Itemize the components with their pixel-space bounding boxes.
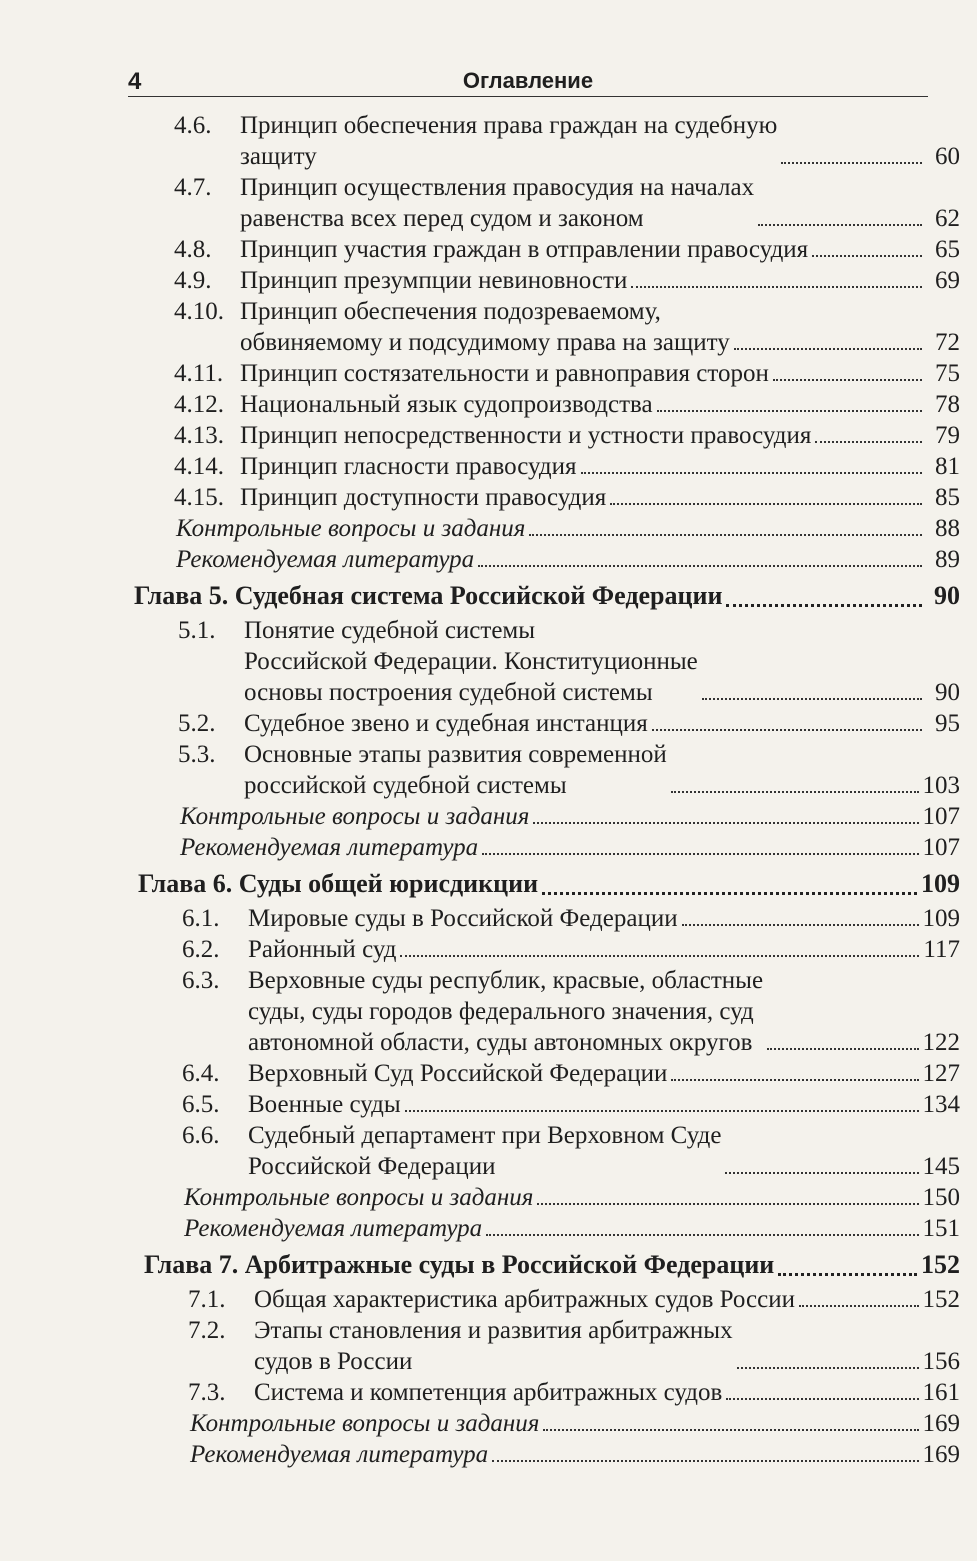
chapter-5-questions [134,801,960,832]
toc-entry [130,110,960,172]
chapter-title: Глава 5. Судебная система Российской Федерации [134,581,723,610]
chapter-6-items [138,903,960,1182]
table-of-contents [130,110,960,1470]
page-header [128,66,928,97]
leader-dots [542,892,917,895]
leader-dots [581,472,922,474]
leader-dots [478,565,922,567]
section-title [244,708,648,739]
leader-dots [726,604,922,607]
page-ref: 79 [935,422,960,449]
toc-entry [130,420,960,451]
leader-dots [631,286,922,288]
toc-entry [144,1315,960,1377]
section-title [240,172,754,234]
page-ref: 90 [935,679,960,706]
leader-dots [702,698,922,700]
section-title [254,1284,795,1315]
title-line: Понятие судебной системы [244,617,536,644]
page-ref: 156 [922,1348,960,1375]
toc-entry [138,1089,960,1120]
page-ref: 169 [922,1410,960,1437]
title-line: Принцип участия граждан в отправлении правосудия [240,236,809,263]
section-number: 4.6. [174,112,212,139]
section-title [254,1315,733,1377]
section-number: 4.10. [174,298,224,325]
leader-dots [543,1429,918,1431]
leader-dots [492,1460,918,1462]
page-ref: 127 [922,1060,960,1087]
page-ref: 169 [922,1441,960,1468]
page-ref: 107 [922,803,960,830]
section-title [240,389,653,420]
title-line: Российской Федерации. Конституционные [244,648,698,675]
entry-label: Контрольные вопросы и задания [184,1184,534,1211]
section-title [248,903,678,934]
toc-entry [130,265,960,296]
toc-entry [134,708,960,739]
chapter-7-items [144,1284,960,1408]
title-line: Принцип непосредственности и устности правосудия [240,422,812,449]
title-line: Национальный язык судопроизводства [240,391,653,418]
section-number: 4.14. [174,453,224,480]
page-ref: 65 [935,236,960,263]
page-ref: 117 [923,936,960,963]
title-line: Верховный Суд Российской Федерации [248,1060,668,1087]
page-ref: 103 [922,772,960,799]
toc-entry [138,965,960,1058]
leader-dots [734,348,922,350]
title-line: Принцип гласности правосудия [240,453,577,480]
section-title [248,965,763,1058]
page-ref: 69 [935,267,960,294]
title-line: Принцип обеспечения подозреваемому, [240,298,661,325]
title-line: Принцип обеспечения права граждан на судебную [240,112,778,139]
title-line: Судебный департамент при Верховном Суде [248,1122,722,1149]
leader-dots [405,1110,919,1112]
toc-entry [138,934,960,965]
title-line: Принцип презумпции невиновности [240,267,628,294]
entry-label: Контрольные вопросы и задания [190,1410,540,1437]
title-line: Российской Федерации [248,1153,496,1180]
page-ref: 109 [922,905,960,932]
section-title [248,1058,667,1089]
title-line: Общая характеристика арбитражных судов России [254,1286,796,1313]
toc-entry [130,296,960,358]
section-title [240,110,777,172]
chapter-7-heading [144,1246,960,1284]
leader-dots [781,162,922,164]
section-number: 4.7. [174,174,212,201]
chapter-6-block [138,865,960,1244]
chapter-7-literature [144,1439,960,1470]
entry-label: Рекомендуемая литература [184,1215,483,1242]
section-number: 6.5. [182,1091,220,1118]
leader-dots [725,1172,918,1174]
page-ref: 62 [935,205,960,232]
section-number: 6.6. [182,1122,220,1149]
section-number: 4.9. [174,267,212,294]
chapter-4-literature [130,544,960,575]
page-ref: 134 [922,1091,960,1118]
page-ref: 152 [921,1250,960,1279]
chapter-4-questions [130,513,960,544]
section-title [240,358,769,389]
chapter-4-items [130,110,960,513]
toc-entry [130,482,960,513]
section-title [240,296,730,358]
leader-dots [486,1234,918,1236]
section-title [248,934,396,965]
leader-dots [758,224,922,226]
section-title [240,482,606,513]
page-ref: 78 [935,391,960,418]
entry-label: Контрольные вопросы и задания [176,515,526,542]
section-title [254,1377,722,1408]
toc-entry [138,903,960,934]
toc-entry [138,1120,960,1182]
title-line: судов в России [254,1348,413,1375]
chapter-title: Глава 7. Арбитражные суды в Российской Федерации [144,1250,775,1279]
section-title [240,265,627,296]
title-line: автономной области, суды автономных округов [248,1029,753,1056]
leader-dots [537,1203,918,1205]
chapter-5-items [134,615,960,801]
page-ref: 88 [935,515,960,542]
chapter-6-literature [138,1213,960,1244]
leader-dots [533,822,918,824]
title-line: Мировые суды в Российской Федерации [248,905,678,932]
chapter-5-block [134,577,960,863]
title-line: суды, суды городов федерального значения, суд [248,998,754,1025]
page-number: 4 [128,68,142,95]
leader-dots [610,503,922,505]
page-ref: 81 [935,453,960,480]
section-number: 6.3. [182,967,220,994]
chapter-6-heading [138,865,960,903]
section-title [248,1120,721,1182]
title-line: Этапы становления и развития арбитражных [254,1317,733,1344]
leader-dots [812,255,922,257]
leader-dots [815,441,922,443]
entry-label: Рекомендуемая литература [190,1441,489,1468]
leader-dots [529,534,922,536]
section-title [240,451,577,482]
section-number: 7.1. [188,1286,226,1313]
section-number: 4.11. [174,360,224,387]
leader-dots [657,410,922,412]
leader-dots [726,1398,918,1400]
title-line: защиту [240,143,317,170]
title-line: Принцип доступности правосудия [240,484,607,511]
leader-dots [682,924,919,926]
title-line: Основные этапы развития современной [244,741,667,768]
chapter-6-questions [138,1182,960,1213]
title-line: российской судебной системы [244,772,567,799]
section-number: 6.1. [182,905,220,932]
page-ref: 151 [922,1215,960,1242]
section-number: 6.2. [182,936,220,963]
toc-entry [134,615,960,708]
leader-dots [799,1305,918,1307]
title-line: обвиняемому и подсудимому права на защиту [240,329,730,356]
title-line: Районный суд [248,936,397,963]
leader-dots [737,1367,919,1369]
page-ref: 161 [922,1379,960,1406]
toc-entry [144,1377,960,1408]
toc-entry [130,389,960,420]
leader-dots [767,1048,918,1050]
toc-entry [130,358,960,389]
page-ref: 72 [935,329,960,356]
leader-dots [778,1273,917,1276]
toc-entry [130,234,960,265]
page-ref: 90 [934,581,960,610]
section-number: 4.15. [174,484,224,511]
leader-dots [482,853,918,855]
title-line: Верховные суды республик, красвые, областные [248,967,764,994]
toc-entry [130,172,960,234]
title-line: Принцип состязательности и равноправия сторон [240,360,769,387]
leader-dots [773,379,922,381]
title-line: основы построения судебной системы [244,679,653,706]
page-ref: 150 [922,1184,960,1211]
toc-entry [144,1284,960,1315]
chapter-5-heading [134,577,960,615]
section-title [244,739,667,801]
section-title [248,1089,401,1120]
leader-dots [652,729,922,731]
entry-label: Контрольные вопросы и задания [180,803,530,830]
section-number: 7.2. [188,1317,226,1344]
page-ref: 95 [935,710,960,737]
section-title [240,234,808,265]
page-ref: 85 [935,484,960,511]
section-number: 5.2. [178,710,216,737]
page-ref: 109 [921,869,960,898]
section-number: 5.1. [178,617,216,644]
page-ref: 107 [922,834,960,861]
page-ref: 60 [935,143,960,170]
running-title: Оглавление [462,68,594,93]
toc-entry [138,1058,960,1089]
title-line: Военные суды [248,1091,401,1118]
page-ref: 145 [922,1153,960,1180]
section-number: 4.13. [174,422,224,449]
chapter-7-questions [144,1408,960,1439]
chapter-5-literature [134,832,960,863]
page-ref: 89 [935,546,960,573]
section-number: 4.8. [174,236,212,263]
chapter-4-block [130,110,960,575]
leader-dots [671,791,919,793]
section-number: 4.12. [174,391,224,418]
section-title [244,615,698,708]
title-line: равенства всех перед судом и законом [240,205,644,232]
title-line: Принцип осуществления правосудия на началах [240,174,755,201]
entry-label: Рекомендуемая литература [180,834,479,861]
leader-dots [400,955,919,957]
title-line: Система и компетенция арбитражных судов [254,1379,723,1406]
section-title [240,420,811,451]
entry-label: Рекомендуемая литература [176,546,475,573]
chapter-7-block [144,1246,960,1470]
section-number: 7.3. [188,1379,226,1406]
page-ref: 75 [935,360,960,387]
leader-dots [671,1079,918,1081]
section-number: 6.4. [182,1060,220,1087]
page-ref: 122 [922,1029,960,1056]
chapter-title: Глава 6. Суды общей юрисдикции [138,869,539,898]
toc-entry [134,739,960,801]
section-number: 5.3. [178,741,216,768]
title-line: Судебное звено и судебная инстанция [244,710,648,737]
toc-entry [130,451,960,482]
page-ref: 152 [922,1286,960,1313]
